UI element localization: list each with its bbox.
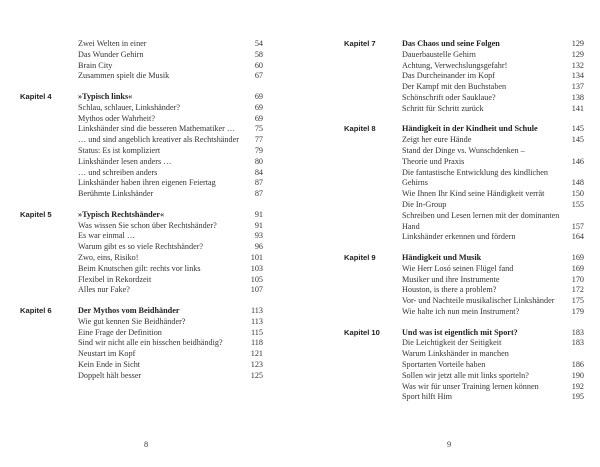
toc-entry-text: Sollen wir jetzt alle mit links sporteln? [402,370,529,380]
toc-entry-text: Der Kampf mit den Buchstaben [402,82,507,92]
toc-entry [344,285,584,296]
right-page [300,0,600,467]
toc-entry-text: Sport hilft Him [402,392,453,402]
toc-entry-text: Schlau, schlauer, Linkshänder? [78,102,180,112]
toc-entry-text: Linkshänder erkennen und fördern [402,232,516,242]
toc-entry [20,135,263,146]
chapter-title: Händigkeit in der Kindheit und Schule [402,124,538,134]
toc-entry [344,168,584,179]
toc-entry [344,360,584,371]
toc-entry-text: Schreiben und Lesen lernen mit der dominanten [402,210,560,220]
toc-entry-text: Stand der Dinge vs. Wunschdenken – [402,145,525,155]
toc-entry-text: Warum Linkshänder in manchen [402,349,509,359]
toc-entry-text: Status: Es ist kompliziert [78,145,161,155]
toc-entry [344,200,584,211]
toc-entry-text: Sind wir nicht alle ein bisschen beidhändig? [78,338,223,348]
toc-entry [344,349,584,360]
toc-entry [344,104,584,115]
toc-entry-text: Was wir für unser Training lernen können [402,381,539,391]
toc-entry-page-number: 137 [571,82,584,92]
toc-entry-text: Linkshänder lesen anders … [78,156,172,166]
toc-entry [20,178,263,189]
toc-entry [344,264,584,275]
toc-entry [20,39,263,50]
toc-entry-text: Es war einmal … [78,231,136,241]
toc-section [20,92,263,200]
toc-entry-page-number: 164 [571,232,584,242]
toc-entry-page-number: 129 [571,49,584,59]
toc-entry-page-number: 190 [571,370,584,380]
chapter-title: Händigkeit und Musik [402,252,482,262]
toc-entry [344,61,584,72]
toc-entry-page-number: 170 [571,274,584,284]
toc-entry-page-number: 179 [571,306,584,316]
toc-entry-page-number: 138 [571,92,584,102]
toc-entry-page-number: 145 [571,135,584,145]
toc-entry-text: Flexibel in Rekordzeit [78,274,152,284]
toc-section [344,124,584,243]
chapter-heading-row [344,39,584,50]
toc-entry-page-number: 195 [571,392,584,402]
toc-entry-page-number: 125 [250,370,263,380]
toc-entry-text: Musiker und ihre Instrumente [402,274,500,284]
toc-entry-text: Gehirns [402,178,428,188]
toc-entry [20,317,263,328]
toc-entry [20,275,263,286]
chapter-heading-row [20,306,263,317]
toc-section [20,306,263,382]
toc-entry [344,211,584,222]
toc-entry-page-number: 75 [254,124,263,134]
toc-entry-page-number: 141 [571,103,584,113]
toc-entry [344,338,584,349]
toc-entry-page-number: 192 [571,381,584,391]
toc-entry-page-number: 157 [571,221,584,231]
toc-entry [20,71,263,82]
toc-entry-text: Warum gibt es so viele Rechtshänder? [78,242,204,252]
chapter-title: Der Mythos vom Beidhänder [78,305,180,315]
toc-entry [20,349,263,360]
toc-entry-page-number: 107 [250,285,263,295]
toc-entry-page-number: 155 [571,199,584,209]
chapter-label: Kapitel 8 [344,124,376,134]
toc-entry-page-number: 132 [571,60,584,70]
toc-entry [344,135,584,146]
toc-entry-text: … und schreiben anders [78,167,158,177]
toc-entry-page-number: 105 [250,274,263,284]
chapter-label: Kapitel 5 [20,209,52,219]
toc-entry-text: Vor- und Nachteile musikalischer Linkshänder [402,296,555,306]
toc-entry-page-number: 80 [254,156,263,166]
toc-entry-text: Zwei Welten in einer [78,39,147,48]
chapter-label: Kapitel 4 [20,91,52,101]
toc-section [344,253,584,318]
chapter-page-number: 129 [571,39,584,48]
toc-entry-page-number: 101 [250,252,263,262]
toc-entry-text: Die In-Group [402,199,447,209]
toc-entry-page-number: 96 [254,242,263,252]
toc-entry-text: Wie Ihnen Ihr Kind seine Händigkeit verrät [402,189,545,199]
toc-section [344,39,584,115]
toc-entry-text: … und sind angeblich kreativer als Rechtshänder [78,135,239,145]
toc-entry [344,189,584,200]
chapter-title: »Typisch Rechtshänder« [78,209,165,219]
page-number-left: 8 [144,440,149,449]
toc-entry-page-number: 115 [251,327,263,337]
toc-entry-text: Schönschrift oder Sauklaue? [402,92,496,102]
toc-entry-text: Die fantastische Entwicklung des kindlichen [402,167,548,177]
toc-entry [344,82,584,93]
toc-entry-text: Eine Frage der Definition [78,327,162,337]
toc-entry-page-number: 134 [571,71,584,81]
chapter-title: Das Chaos und seine Folgen [402,39,500,48]
toc-entry-page-number: 123 [250,359,263,369]
toc-entry-page-number: 150 [571,189,584,199]
toc-entry-text: Schritt für Schritt zurück [402,103,484,113]
toc-entry-page-number: 186 [571,359,584,369]
toc-entry [344,222,584,233]
toc-entry [20,157,263,168]
toc-entry-text: Alles nur Fake? [78,285,130,295]
chapter-page-number: 69 [254,91,263,101]
toc-entry-text: Das Wunder Gehirn [78,49,144,59]
toc-entry-page-number: 175 [571,296,584,306]
toc-entry [20,371,263,382]
toc-entry-text: Das Durcheinander im Kopf [402,71,495,81]
toc-entry-text: Linkshänder haben ihren eigenen Feiertag [78,178,216,188]
toc-entry-page-number: 121 [250,349,263,359]
toc-entry-page-number: 60 [254,60,263,70]
chapter-title: »Typisch links« [78,91,133,101]
toc-entry-text: Wie gut kennen Sie Beidhänder? [78,316,186,326]
chapter-page-number: 183 [571,327,584,337]
toc-entry [344,392,584,403]
toc-entry [20,360,263,371]
toc-entry [20,114,263,125]
chapter-label: Kapitel 7 [344,39,376,48]
toc-entry [344,296,584,307]
toc-entry [344,178,584,189]
toc-entry-page-number: 146 [571,156,584,166]
toc-entry-page-number: 58 [254,49,263,59]
toc-entry [20,231,263,242]
toc-entry-text: Sportarten Vorteile haben [402,359,486,369]
toc-entry [20,328,263,339]
toc-entry [344,371,584,382]
toc-entry-text: Hand [402,221,420,231]
toc-entry-page-number: 54 [254,39,263,48]
toc-entry-text: Mythos oder Wahrheit? [78,113,155,123]
toc-entry [20,124,263,135]
toc-entry-page-number: 69 [254,113,263,123]
page-number-right: 9 [447,440,452,449]
toc-section [344,328,584,404]
toc-entry-text: Achtung, Verwechslungsgefahr! [402,60,508,70]
toc-entry-text: Beim Knutschen gilt: rechts vor links [78,263,201,273]
toc-section [20,210,263,296]
toc-entry [344,146,584,157]
toc-entry-text: Neustart im Kopf [78,349,136,359]
chapter-label: Kapitel 6 [20,305,52,315]
toc-entry-text: Houston, is there a problem? [402,285,497,295]
toc-entry-page-number: 169 [571,263,584,273]
toc-entry [20,242,263,253]
toc-column-left [20,39,263,391]
toc-entry-page-number: 148 [571,178,584,188]
toc-entry-page-number: 113 [251,316,263,326]
toc-entry [20,253,263,264]
toc-entry [344,157,584,168]
toc-entry-text: Wie Herr Losó seinen Flügel fand [402,263,514,273]
toc-entry-text: Linkshänder sind die besseren Mathematiker … [78,124,236,134]
chapter-page-number: 91 [254,209,263,219]
toc-entry-text: Wie halte ich nun mein Instrument? [402,306,520,316]
toc-entry [344,232,584,243]
toc-column-right [344,39,584,413]
toc-entry-page-number: 103 [250,263,263,273]
toc-entry-page-number: 84 [254,167,263,177]
toc-entry-text: Was wissen Sie schon über Rechtshänder? [78,220,217,230]
toc-entry [344,93,584,104]
chapter-heading-row [20,210,263,221]
toc-entry-text: Zusammen spielt die Musik [78,71,170,81]
toc-entry-page-number: 69 [254,102,263,112]
toc-entry-page-number: 87 [254,189,263,199]
toc-entry [20,338,263,349]
chapter-label: Kapitel 10 [344,327,380,337]
toc-entry-text: Dauerbaustelle Gehirn [402,49,476,59]
toc-entry [20,264,263,275]
chapter-page-number: 145 [571,124,584,134]
toc-entry [20,221,263,232]
toc-entry [344,50,584,61]
chapter-label: Kapitel 9 [344,252,376,262]
chapter-title: Und was ist eigentlich mit Sport? [402,327,518,337]
toc-entry [344,382,584,393]
toc-entry-page-number: 118 [251,338,263,348]
toc-entry-page-number: 93 [254,231,263,241]
toc-entry-text: Berühmte Linkshänder [78,189,154,199]
toc-entry-text: Brain City [78,60,113,70]
toc-section [20,39,263,82]
toc-entry-page-number: 172 [571,285,584,295]
toc-entry [344,71,584,82]
toc-entry [344,307,584,318]
chapter-page-number: 169 [571,252,584,262]
toc-entry-text: Kein Ende in Sicht [78,359,141,369]
toc-entry-page-number: 87 [254,178,263,188]
chapter-heading-row [344,124,584,135]
toc-entry-text: Zeigt her eure Hände [402,135,472,145]
toc-entry-text: Doppelt hält besser [78,370,142,380]
toc-entry-text: Theorie und Praxis [402,156,465,166]
toc-entry [20,168,263,179]
toc-entry-page-number: 79 [254,145,263,155]
toc-entry-page-number: 91 [254,220,263,230]
chapter-page-number: 113 [251,305,263,315]
toc-entry [20,61,263,72]
toc-entry-page-number: 67 [254,71,263,81]
toc-entry-text: Zwo, eins, Risiko! [78,252,139,262]
toc-entry [20,146,263,157]
chapter-heading-row [344,328,584,339]
toc-entry-page-number: 77 [254,135,263,145]
toc-entry [20,285,263,296]
toc-entry [20,189,263,200]
chapter-heading-row [20,92,263,103]
chapter-heading-row [344,253,584,264]
toc-entry [20,103,263,114]
toc-entry [344,275,584,286]
toc-entry [20,50,263,61]
toc-entry-text: Die Leichtigkeit der Seitigkeit [402,338,502,348]
toc-entry-page-number: 183 [571,338,584,348]
